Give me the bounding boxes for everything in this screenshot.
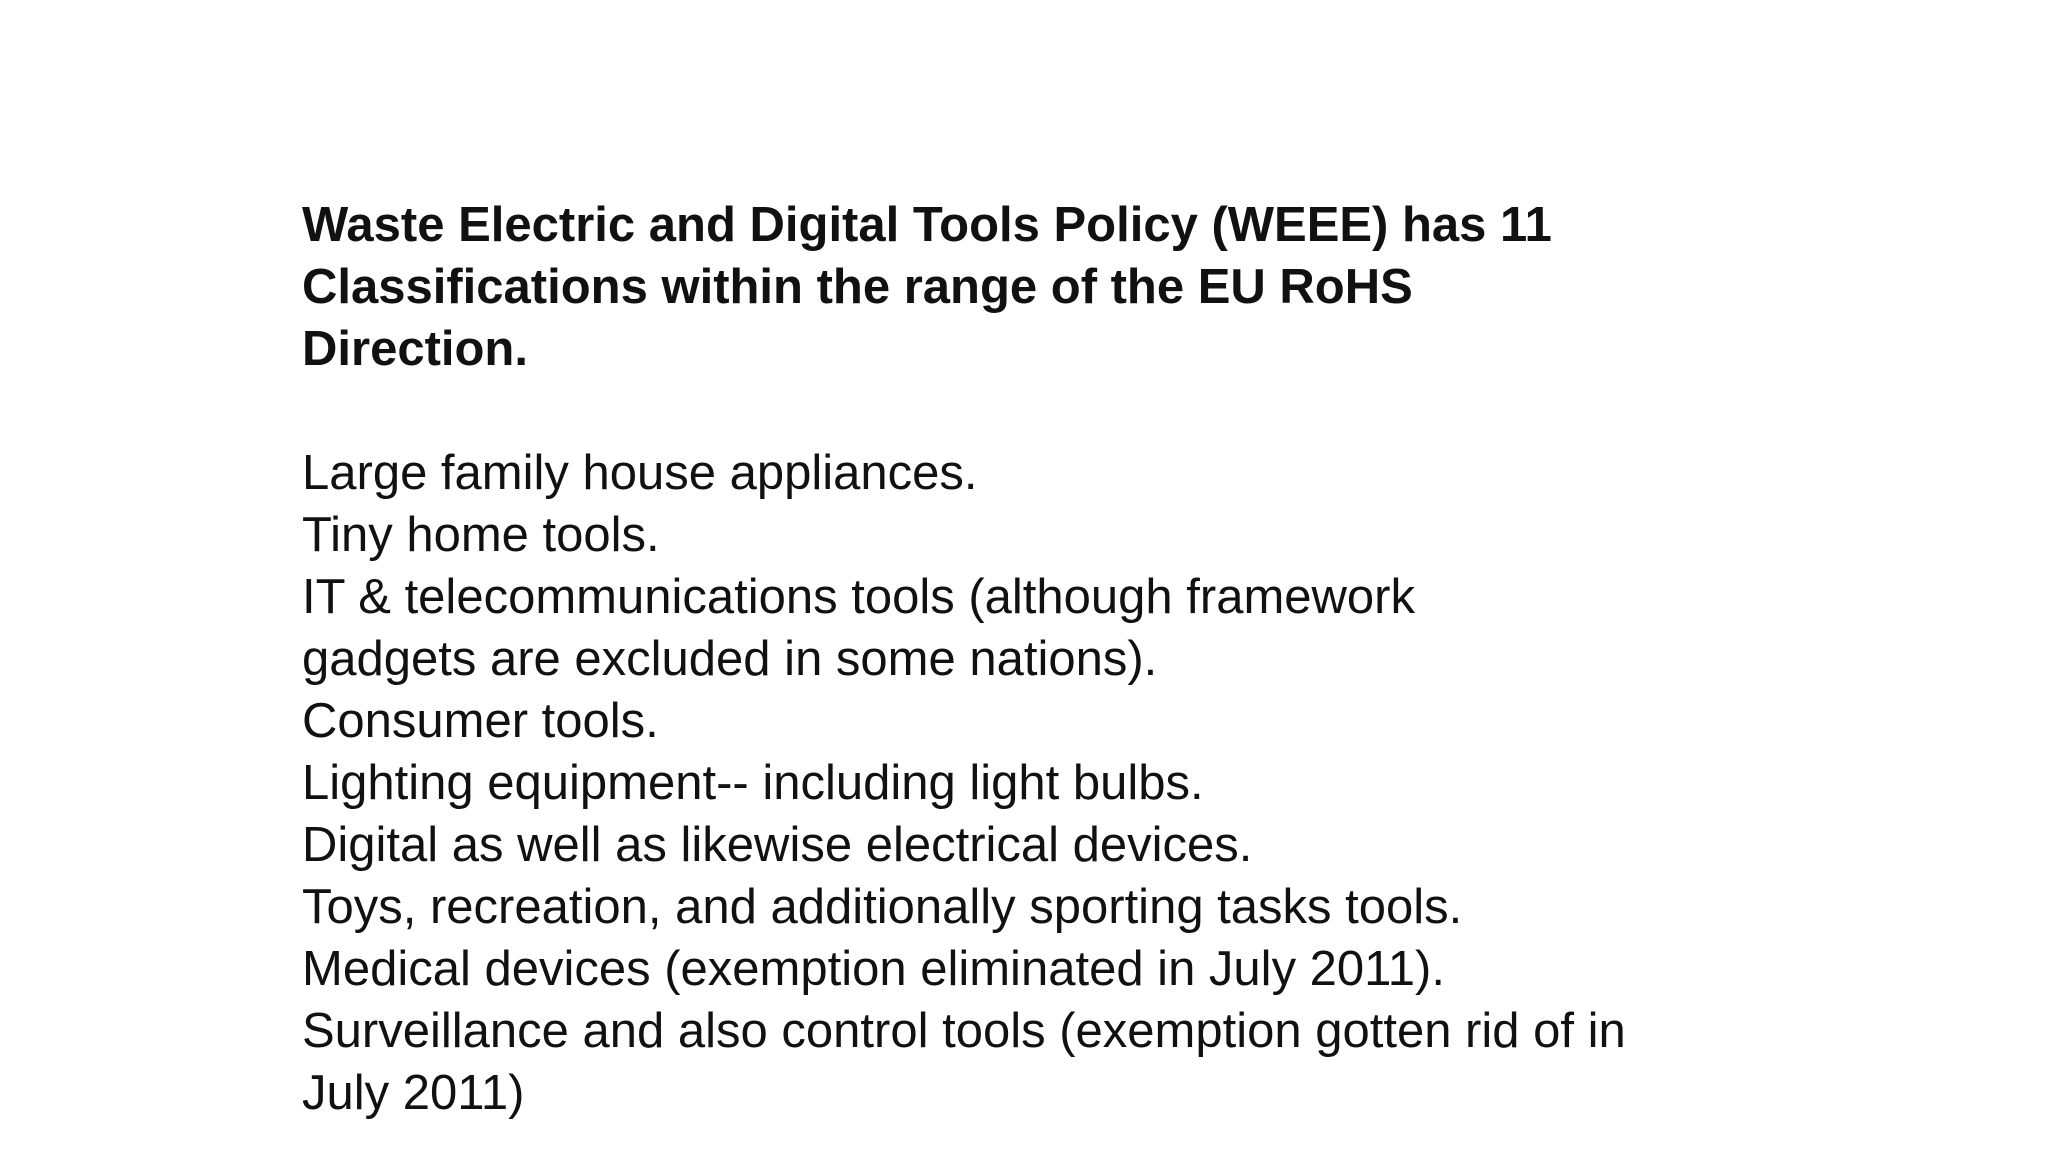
list-item: IT & telecommunications tools (although framework gadgets are excluded in some nations). [302, 570, 1415, 686]
list-item: Medical devices (exemption eliminated in July 2011). [302, 942, 1445, 996]
list-item: Surveillance and also control tools (exemption gotten rid of in July 2011) [302, 1004, 1626, 1120]
document-body [302, 194, 1722, 1124]
list-item: Toys, recreation, and additionally sporting tasks tools. [302, 880, 1463, 934]
category-list [302, 442, 1722, 1124]
list-item: Consumer tools. [302, 694, 659, 748]
list-item: Tiny home tools. [302, 508, 660, 562]
list-item: Lighting equipment-- including light bulbs. [302, 756, 1204, 810]
document-heading: Waste Electric and Digital Tools Policy (WEEE) has 11 Classifications within the range of the EU RoHS Direction. [302, 198, 1552, 376]
list-item: Digital as well as likewise electrical devices. [302, 818, 1253, 872]
list-item: Large family house appliances. [302, 446, 978, 500]
